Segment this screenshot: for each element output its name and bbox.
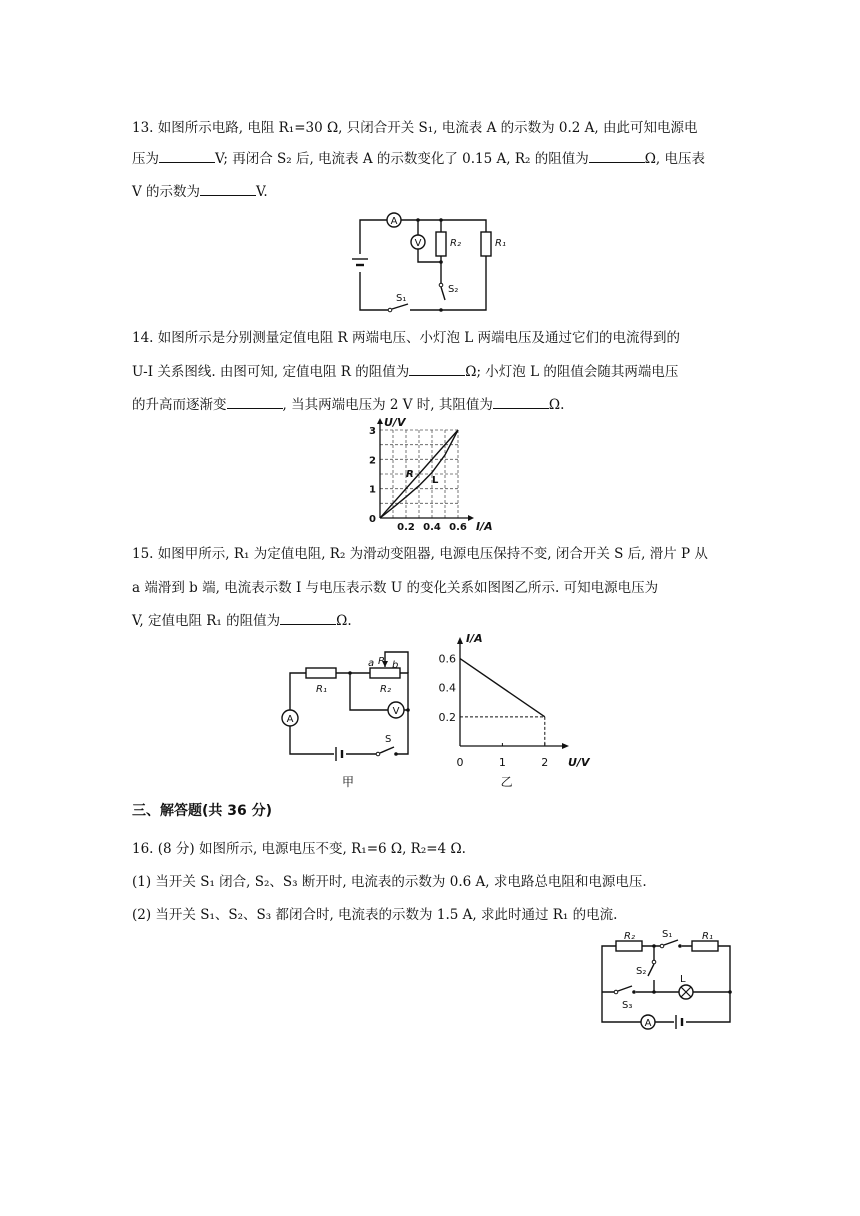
q14-text: U-I 关系图线. 由图可知, 定值电阻 R 的阻值为 (132, 364, 410, 380)
x-axis-label: U/V (568, 756, 590, 769)
ammeter-label: A (644, 1018, 652, 1029)
y-tick-label: 0 (369, 514, 376, 525)
s2-label: S₂ (636, 966, 647, 977)
x-tick-label: 0 (456, 756, 464, 769)
answer-blank[interactable] (227, 396, 283, 409)
q15-line-2: a 端滑到 b 端, 电流表示数 I 与电压表示数 U 的变化关系如图图乙所示. 可知电源电压为 (132, 580, 659, 596)
y-tick-label: 0.4 (438, 681, 456, 695)
r2-label: R₂ (624, 931, 635, 942)
answer-blank[interactable] (280, 612, 336, 625)
ammeter-label: A (390, 216, 398, 227)
answer-blank[interactable] (493, 396, 549, 409)
y-axis-label: I/A (466, 632, 483, 645)
y-axis-label: U/V (384, 416, 406, 429)
y-axis-arrow (377, 418, 383, 424)
x-axis-label: I/A (476, 520, 493, 533)
r1-label: R₁ (495, 238, 506, 249)
caption-yi: 乙 (500, 775, 513, 789)
q15-circuit-jia (278, 648, 438, 788)
s3-label: S₃ (622, 1000, 633, 1011)
voltmeter-label: V (392, 706, 400, 717)
q14-line-2 (132, 360, 678, 380)
answer-blank[interactable] (409, 363, 465, 376)
data-line (460, 659, 545, 717)
y-tick-label: 0.6 (438, 652, 456, 666)
x-axis-arrow (562, 743, 569, 749)
q15-line-1: 15. 如图甲所示, R₁ 为定值电阻, R₂ 为滑动变阻器, 电源电压保持不变, 闭合开关 S 后, 滑片 P 从 (132, 546, 708, 562)
slider-p: P (378, 656, 385, 667)
y-tick-label: 0.2 (438, 710, 456, 724)
ammeter-label: A (286, 714, 294, 725)
q14-text: Ω; 小灯泡 L 的阻值会随其两端电压 (465, 364, 679, 380)
x-tick-label: 0.2 (397, 522, 415, 533)
q16-circuit-diagram (596, 930, 746, 1030)
q14-line-3 (132, 393, 564, 413)
q13-line-2 (132, 147, 705, 167)
series-label-L: L (432, 474, 439, 486)
slider-end-a: a (368, 658, 375, 669)
q13-text: Ω, 电压表 (644, 151, 706, 167)
series-label-R: R (406, 468, 414, 480)
q13-line-1: 13. 如图所示电路, 电阻 R₁=30 Ω, 只闭合开关 S₁, 电流表 A 的示数为 0.2 A, 由此可知电源电 (132, 120, 698, 136)
q13-text: V; 再闭合 S₂ 后, 电流表 A 的示数变化了 0.15 A, R₂ 的阻值为 (215, 151, 589, 167)
voltmeter-label: V (414, 238, 422, 249)
y-tick-label: 1 (369, 484, 376, 496)
q16-line-2: (1) 当开关 S₁ 闭合, S₂、S₃ 断开时, 电流表的示数为 0.6 A, 求电路总电阻和电源电压. (132, 874, 647, 890)
x-tick-label: 1 (498, 756, 506, 769)
x-axis-arrow (468, 515, 474, 521)
x-tick-label: 0.6 (449, 522, 467, 533)
y-tick-label: 3 (369, 426, 376, 437)
switch-label: S (385, 734, 392, 745)
q15-text: Ω. (336, 613, 352, 629)
answer-blank[interactable] (589, 150, 645, 163)
s1-label: S₁ (662, 929, 673, 940)
r1-label: R₁ (316, 684, 327, 695)
q14-text: 的升高而逐渐变 (132, 397, 227, 413)
x-tick-label: 2 (541, 756, 549, 769)
q13-circuit-diagram (346, 210, 506, 314)
q16-line-3: (2) 当开关 S₁、S₂、S₃ 都闭合时, 电流表的示数为 1.5 A, 求此时通过 R₁ 的电流. (132, 907, 618, 923)
r1-label: R₁ (702, 931, 713, 942)
u-i-graph (360, 416, 510, 535)
r2-label: R₂ (380, 684, 391, 695)
section-heading: 三、解答题(共 36 分) (132, 803, 273, 819)
q14-text: Ω. (548, 397, 565, 413)
s2-label: S₂ (448, 284, 459, 295)
q14-line-1: 14. 如图所示是分别测量定值电阻 R 两端电压、小灯泡 L 两端电压及通过它们的电流得到的 (132, 330, 681, 346)
q15-text: V, 定值电阻 R₁ 的阻值为 (132, 613, 281, 629)
q13-text: V 的示数为 (132, 184, 201, 200)
slider-end-b: b (392, 660, 399, 671)
q13-text: 压为 (132, 151, 159, 167)
q16-line-1: 16. (8 分) 如图所示, 电源电压不变, R₁=6 Ω, R₂=4 Ω. (132, 841, 466, 857)
s1-label: S₁ (396, 293, 407, 304)
caption-jia: 甲 (341, 775, 355, 789)
q13-text: V. (256, 184, 268, 200)
q13-line-3 (132, 180, 268, 200)
i-u-graph (438, 632, 590, 790)
y-axis-arrow (457, 637, 463, 644)
q15-line-3 (132, 609, 352, 629)
x-tick-label: 0.4 (423, 522, 441, 533)
r2-label: R₂ (450, 238, 461, 249)
lamp-label: L (680, 974, 686, 985)
answer-blank[interactable] (200, 183, 256, 196)
y-tick-label: 2 (369, 455, 376, 467)
answer-blank[interactable] (159, 150, 215, 163)
q14-text: , 当其两端电压为 2 V 时, 其阻值为 (282, 397, 493, 413)
